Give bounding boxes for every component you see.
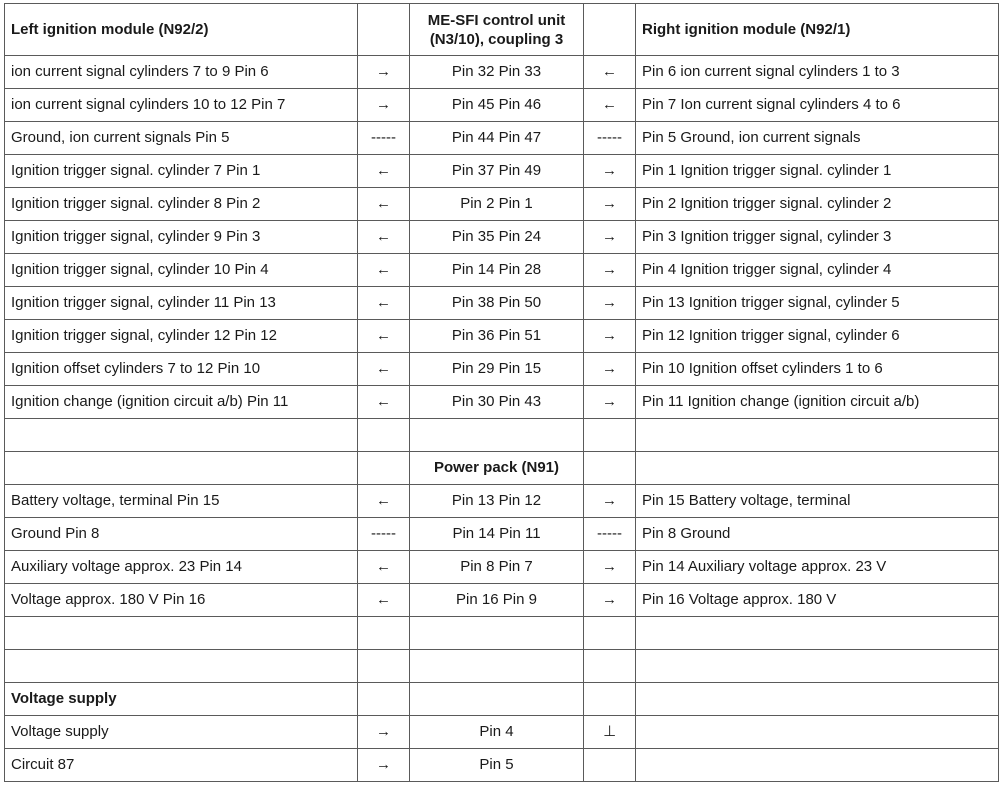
cell-right-arrow: → xyxy=(584,353,636,386)
cell-left-module: Voltage supply xyxy=(5,683,358,716)
cell-left-arrow: ← xyxy=(358,551,410,584)
cell-right-module: Pin 1 Ignition trigger signal. cylinder 1 xyxy=(636,155,999,188)
cell-left-module: Ignition offset cylinders 7 to 12 Pin 10 xyxy=(5,353,358,386)
cell-right-module: Pin 8 Ground xyxy=(636,518,999,551)
cell-right-module xyxy=(636,419,999,452)
cell-right-arrow xyxy=(584,650,636,683)
cell-right-module: Pin 14 Auxiliary voltage approx. 23 V xyxy=(636,551,999,584)
cell-left-arrow: → xyxy=(358,749,410,782)
cell-left-module: Battery voltage, terminal Pin 15 xyxy=(5,485,358,518)
cell-left-arrow: ← xyxy=(358,320,410,353)
cell-left-module: Voltage approx. 180 V Pin 16 xyxy=(5,584,358,617)
cell-control-unit-pins: Pin 32 Pin 33 xyxy=(410,56,584,89)
cell-left-arrow: ← xyxy=(358,155,410,188)
cell-left-module: Ground, ion current signals Pin 5 xyxy=(5,122,358,155)
table-row xyxy=(5,452,999,485)
table-row xyxy=(5,716,999,749)
table-row xyxy=(5,320,999,353)
cell-left-arrow: ← xyxy=(358,287,410,320)
table-row xyxy=(5,419,999,452)
cell-right-arrow: → xyxy=(584,221,636,254)
cell-right-arrow: → xyxy=(584,155,636,188)
cell-control-unit-pins: Pin 16 Pin 9 xyxy=(410,584,584,617)
header-control-unit: ME-SFI control unit (N3/10), coupling 3 xyxy=(410,4,584,56)
cell-control-unit-pins xyxy=(410,419,584,452)
cell-right-arrow: ← xyxy=(584,56,636,89)
cell-left-arrow: ← xyxy=(358,386,410,419)
table-body xyxy=(5,4,999,782)
pin-assignment-table xyxy=(4,3,999,782)
cell-control-unit-pins: Pin 2 Pin 1 xyxy=(410,188,584,221)
cell-right-arrow xyxy=(584,617,636,650)
cell-control-unit-pins: Pin 35 Pin 24 xyxy=(410,221,584,254)
cell-right-arrow: → xyxy=(584,320,636,353)
cell-left-module: Ignition change (ignition circuit a/b) Pin 11 xyxy=(5,386,358,419)
cell-right-arrow: ⊥ xyxy=(584,716,636,749)
cell-right-module xyxy=(636,617,999,650)
cell-right-module: Pin 12 Ignition trigger signal, cylinder 6 xyxy=(636,320,999,353)
cell-left-arrow: ← xyxy=(358,353,410,386)
table-row xyxy=(5,254,999,287)
header-row xyxy=(5,4,999,56)
cell-right-arrow: → xyxy=(584,254,636,287)
cell-control-unit-pins: Pin 29 Pin 15 xyxy=(410,353,584,386)
cell-right-arrow xyxy=(584,749,636,782)
cell-right-module: Pin 5 Ground, ion current signals xyxy=(636,122,999,155)
table-row xyxy=(5,386,999,419)
cell-left-module: Ignition trigger signal, cylinder 12 Pin 12 xyxy=(5,320,358,353)
cell-left-arrow: ← xyxy=(358,188,410,221)
cell-left-module: Ignition trigger signal, cylinder 11 Pin 13 xyxy=(5,287,358,320)
cell-left-module: ion current signal cylinders 7 to 9 Pin 6 xyxy=(5,56,358,89)
cell-control-unit-pins: Pin 38 Pin 50 xyxy=(410,287,584,320)
cell-control-unit-pins xyxy=(410,650,584,683)
table-row xyxy=(5,551,999,584)
cell-right-module: Pin 2 Ignition trigger signal. cylinder 2 xyxy=(636,188,999,221)
table-row xyxy=(5,650,999,683)
cell-control-unit-pins: Pin 4 xyxy=(410,716,584,749)
cell-right-arrow xyxy=(584,452,636,485)
cell-right-arrow xyxy=(584,419,636,452)
header-arrow-right-spacer xyxy=(584,4,636,56)
cell-control-unit-pins: Pin 44 Pin 47 xyxy=(410,122,584,155)
cell-right-arrow: → xyxy=(584,287,636,320)
header-right-module: Right ignition module (N92/1) xyxy=(636,4,999,56)
cell-control-unit-pins: Pin 14 Pin 28 xyxy=(410,254,584,287)
cell-right-module xyxy=(636,683,999,716)
cell-right-module: Pin 13 Ignition trigger signal, cylinder 5 xyxy=(636,287,999,320)
cell-right-module: Pin 16 Voltage approx. 180 V xyxy=(636,584,999,617)
cell-control-unit-pins: Pin 13 Pin 12 xyxy=(410,485,584,518)
cell-left-arrow: → xyxy=(358,56,410,89)
cell-control-unit-pins xyxy=(410,617,584,650)
table-row xyxy=(5,485,999,518)
table-row xyxy=(5,122,999,155)
cell-right-module: Pin 3 Ignition trigger signal, cylinder 3 xyxy=(636,221,999,254)
cell-left-arrow xyxy=(358,452,410,485)
cell-right-module: Pin 11 Ignition change (ignition circuit a/b) xyxy=(636,386,999,419)
cell-control-unit-pins xyxy=(410,683,584,716)
cell-left-arrow: → xyxy=(358,89,410,122)
cell-right-arrow: → xyxy=(584,485,636,518)
cell-left-arrow: ----- xyxy=(358,122,410,155)
cell-right-arrow: ← xyxy=(584,89,636,122)
cell-left-arrow: ← xyxy=(358,221,410,254)
cell-left-arrow xyxy=(358,650,410,683)
table-row xyxy=(5,287,999,320)
cell-control-unit-pins: Pin 5 xyxy=(410,749,584,782)
cell-control-unit-pins: Pin 14 Pin 11 xyxy=(410,518,584,551)
table-row xyxy=(5,683,999,716)
cell-left-arrow: ----- xyxy=(358,518,410,551)
cell-right-arrow: → xyxy=(584,386,636,419)
cell-left-module: Ignition trigger signal, cylinder 10 Pin 4 xyxy=(5,254,358,287)
cell-right-arrow xyxy=(584,683,636,716)
cell-right-arrow: → xyxy=(584,188,636,221)
cell-right-module: Pin 10 Ignition offset cylinders 1 to 6 xyxy=(636,353,999,386)
cell-left-module: Ignition trigger signal, cylinder 9 Pin 3 xyxy=(5,221,358,254)
table-row xyxy=(5,584,999,617)
cell-left-arrow xyxy=(358,419,410,452)
header-arrow-left-spacer xyxy=(358,4,410,56)
cell-right-module: Pin 6 ion current signal cylinders 1 to 3 xyxy=(636,56,999,89)
cell-right-module xyxy=(636,650,999,683)
table-row xyxy=(5,353,999,386)
table-row xyxy=(5,188,999,221)
cell-left-module xyxy=(5,650,358,683)
table-row xyxy=(5,221,999,254)
cell-left-module: ion current signal cylinders 10 to 12 Pin 7 xyxy=(5,89,358,122)
cell-left-module xyxy=(5,617,358,650)
cell-left-arrow: ← xyxy=(358,584,410,617)
cell-left-module: Auxiliary voltage approx. 23 Pin 14 xyxy=(5,551,358,584)
table-row xyxy=(5,89,999,122)
cell-left-arrow: ← xyxy=(358,485,410,518)
cell-left-arrow xyxy=(358,617,410,650)
cell-right-arrow: ----- xyxy=(584,518,636,551)
cell-control-unit-pins: Pin 45 Pin 46 xyxy=(410,89,584,122)
cell-control-unit-pins: Pin 8 Pin 7 xyxy=(410,551,584,584)
cell-left-module: Voltage supply xyxy=(5,716,358,749)
cell-left-module: Ground Pin 8 xyxy=(5,518,358,551)
cell-control-unit-pins: Pin 36 Pin 51 xyxy=(410,320,584,353)
cell-left-module: Circuit 87 xyxy=(5,749,358,782)
cell-right-module xyxy=(636,452,999,485)
table-row xyxy=(5,155,999,188)
table-row xyxy=(5,56,999,89)
cell-control-unit-pins: Pin 37 Pin 49 xyxy=(410,155,584,188)
cell-right-module xyxy=(636,749,999,782)
cell-right-arrow: ----- xyxy=(584,122,636,155)
cell-right-arrow: → xyxy=(584,551,636,584)
cell-right-module: Pin 4 Ignition trigger signal, cylinder 4 xyxy=(636,254,999,287)
header-left-module: Left ignition module (N92/2) xyxy=(5,4,358,56)
table-row xyxy=(5,518,999,551)
cell-control-unit-pins: Pin 30 Pin 43 xyxy=(410,386,584,419)
table-row xyxy=(5,617,999,650)
cell-left-arrow xyxy=(358,683,410,716)
cell-right-module: Pin 7 Ion current signal cylinders 4 to 6 xyxy=(636,89,999,122)
cell-left-arrow: ← xyxy=(358,254,410,287)
cell-right-module xyxy=(636,716,999,749)
cell-right-module: Pin 15 Battery voltage, terminal xyxy=(636,485,999,518)
cell-left-module xyxy=(5,419,358,452)
cell-left-arrow: → xyxy=(358,716,410,749)
cell-left-module xyxy=(5,452,358,485)
cell-left-module: Ignition trigger signal. cylinder 8 Pin 2 xyxy=(5,188,358,221)
cell-right-arrow: → xyxy=(584,584,636,617)
table-row xyxy=(5,749,999,782)
cell-left-module: Ignition trigger signal. cylinder 7 Pin 1 xyxy=(5,155,358,188)
cell-control-unit-pins: Power pack (N91) xyxy=(410,452,584,485)
